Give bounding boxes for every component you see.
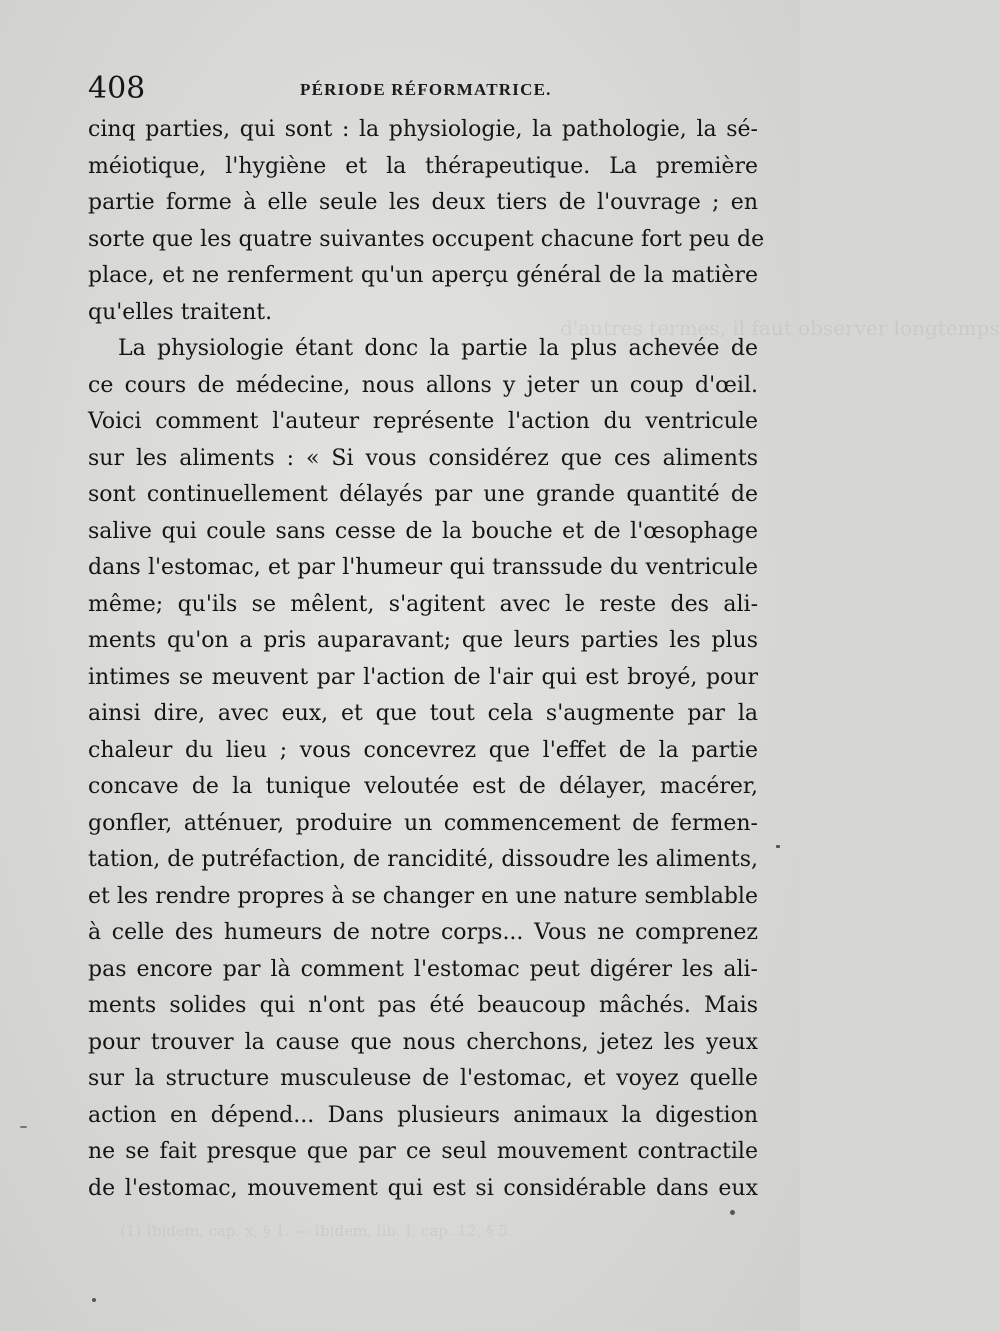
text-line: gonfler, atténuer, produire un commencement de fermen- [88, 810, 758, 836]
margin-mark [20, 1126, 27, 1128]
text-line: action en dépend... Dans plusieurs animaux la digestion [88, 1102, 758, 1128]
text-line: ne se fait presque que par ce seul mouvement contractile [88, 1139, 758, 1164]
text-line: concave de la tunique veloutée est de délayer, macérer, [88, 774, 758, 799]
ink-speck [776, 845, 780, 848]
text-line: même; qu'ils se mêlent, s'agitent avec le reste des ali- [88, 591, 758, 617]
text-line: pas encore par là comment l'estomac peut digérer les ali- [88, 956, 758, 982]
text-line: à celle des humeurs de notre corps... Vous ne comprenez [88, 920, 758, 945]
text-line: Voici comment l'auteur représente l'action du ventricule [88, 409, 758, 434]
text-line: ainsi dire, avec eux, et que tout cela s'augmente par la [88, 701, 758, 726]
page-number: 408 [88, 71, 146, 106]
text-line: tation, de putréfaction, de rancidité, dissoudre les aliments, [88, 847, 758, 872]
running-head: PÉRIODE RÉFORMATRICE. [300, 80, 552, 99]
text-line: sorte que les quatre suivantes occupent chacune fort peu de [88, 226, 765, 252]
text-line: place, et ne renferment qu'un aperçu général de la matière [88, 263, 758, 288]
text-line: qu'elles traitent. [88, 299, 273, 325]
text-line: dans l'estomac, et par l'humeur qui transsude du ventricule [88, 555, 758, 580]
page-header [88, 72, 768, 106]
ink-speck [92, 1298, 96, 1302]
ink-speck [730, 1210, 735, 1215]
text-line: et les rendre propres à se changer en une nature semblable [88, 883, 758, 909]
text-line: chaleur du lieu ; vous concevrez que l'effet de la partie [88, 737, 758, 763]
text-line: sur les aliments : « Si vous considérez que ces aliments [88, 445, 758, 471]
text-line: de l'estomac, mouvement qui est si considérable dans eux [88, 1175, 758, 1201]
show-through-footnote: (1) Ibidem, cap. x, § 1. — Ibidem, lib. I, cap. 12, § 5. [120, 1222, 513, 1240]
text-line: La physiologie étant donc la partie la plus achevée de [118, 336, 758, 361]
text-line: salive qui coule sans cesse de la bouche et de l'œsophage [88, 518, 758, 544]
text-line: partie forme à elle seule les deux tiers de l'ouvrage ; en [88, 190, 758, 215]
text-line: sont continuellement délayés par une grande quantité de [88, 482, 758, 507]
text-line: cinq parties, qui sont : la physiologie, la pathologie, la sé- [88, 117, 758, 142]
text-line: sur la structure musculeuse de l'estomac, et voyez quelle [88, 1066, 758, 1091]
text-line: ce cours de médecine, nous allons y jeter un coup d'œil. [88, 372, 758, 398]
show-through-text: d'autres termes, il faut observer longtemps [560, 316, 1000, 340]
text-line: ments solides qui n'ont pas été beaucoup mâchés. Mais [88, 993, 758, 1018]
body-text [88, 112, 765, 1207]
text-line: ments qu'on a pris auparavant; que leurs parties les plus [88, 628, 758, 653]
text-line: méiotique, l'hygiène et la thérapeutique. La première [88, 153, 758, 179]
text-line: intimes se meuvent par l'action de l'air qui est broyé, pour [88, 664, 758, 690]
text-line: pour trouver la cause que nous cherchons, jetez les yeux [88, 1029, 758, 1055]
